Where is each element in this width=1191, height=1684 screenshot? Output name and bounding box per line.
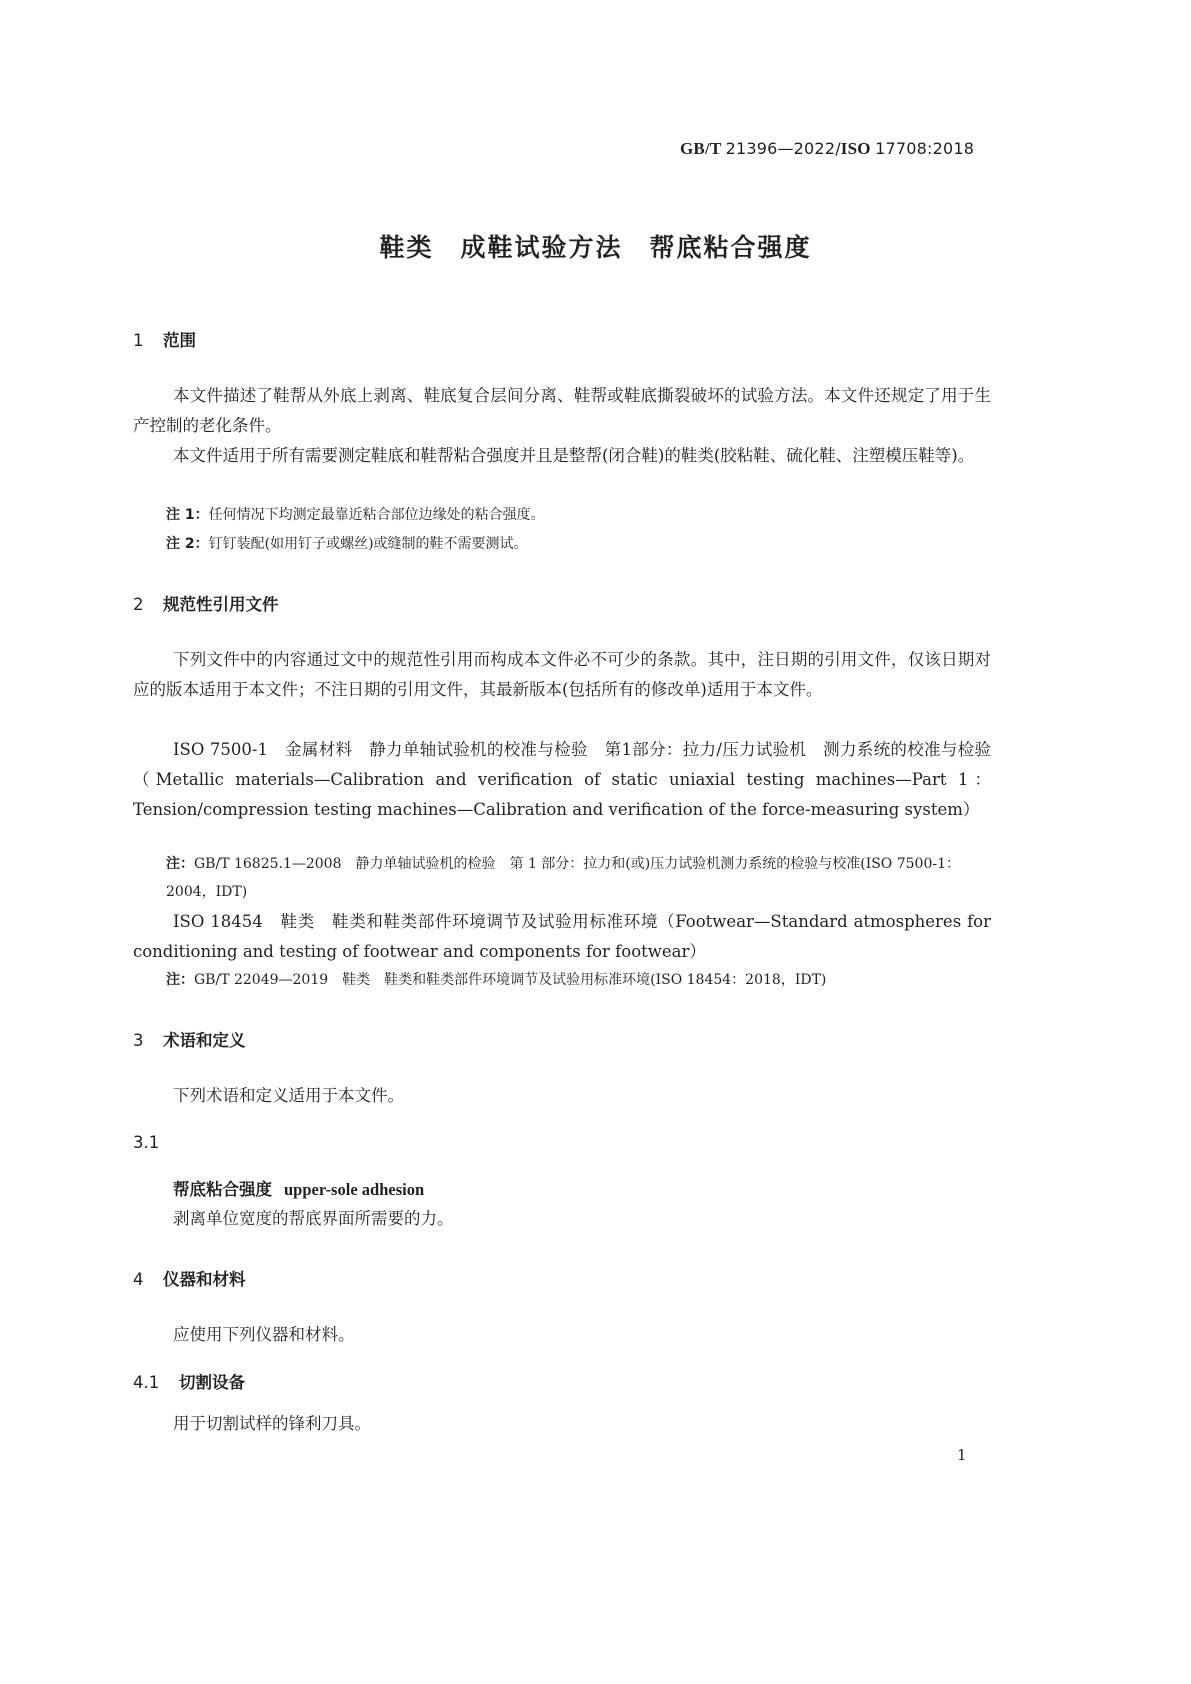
section-4-heading [133, 1266, 246, 1290]
subsection-number: 4.1 [133, 1373, 160, 1392]
section-1-note-2 [166, 530, 528, 558]
note-label: 注： [166, 856, 194, 872]
section-2-heading [133, 591, 279, 615]
term-number: 3.1 [133, 1133, 160, 1152]
section-number: 3 [133, 1031, 144, 1050]
std-iso-number: 17708:2018 [875, 139, 975, 158]
std-iso: ISO [840, 139, 871, 158]
section-4-paragraph-1: 应使用下列仪器和材料。 [173, 1325, 355, 1344]
note-text: GB/T 16825.1—2008 静力单轴试验机的检验 第 1 部分：拉力和(或)压力试验机测力系统的检验与校准(ISO 7500-1：2004，IDT) [166, 856, 961, 900]
note-text: GB/T 22049—2019 鞋类 鞋类和鞋类部件环境调节及试验用标准环境(ISO 18454：2018，IDT) [194, 972, 827, 988]
std-prefix: GB/T [680, 139, 722, 158]
section-title: 范围 [163, 331, 196, 350]
section-title: 术语和定义 [163, 1031, 246, 1050]
section-number: 4 [133, 1270, 144, 1289]
document-title: 鞋类 成鞋试验方法 帮底粘合强度 [379, 233, 812, 262]
note-label: 注 2： [166, 536, 209, 552]
section-title: 规范性引用文件 [163, 595, 279, 614]
section-2-paragraph-1: 下列文件中的内容通过文中的规范性引用而构成本文件必不可少的条款。其中，注日期的引用文件，仅该日期对应的版本适用于本文件；不注日期的引用文件，其最新版本(包括所有的修改单)适用于本文件。 [133, 650, 991, 699]
section-1-heading [133, 327, 196, 351]
std-number: 21396—2022/ [725, 139, 841, 158]
reference-iso-18454-note [166, 966, 991, 994]
section-number: 1 [133, 331, 144, 350]
term-entry [173, 1176, 424, 1200]
reference-iso-7500-1: ISO 7500-1 金属材料 静力单轴试验机的校准与检验 第1部分：拉力/压力试验机 测力系统的校准与检验（Metallic materials—Calibration and verification of static uniaxial testing machines—Part 1：Tension/compression testing machines—Calibration and verification of the force-measuring system） [133, 740, 991, 819]
section-1-paragraph-2: 本文件适用于所有需要测定鞋底和鞋帮粘合强度并且是整帮(闭合鞋)的鞋类(胶粘鞋、硫化鞋、注塑模压鞋等)。 [173, 446, 975, 465]
section-3-heading [133, 1027, 246, 1051]
note-text: 任何情况下均测定最靠近粘合部位边缘处的粘合强度。 [208, 507, 545, 523]
note-label: 注 1： [166, 507, 209, 523]
subsection-4-1-heading [133, 1369, 245, 1393]
page-number: 1 [957, 1446, 967, 1464]
section-1-paragraph-1: 本文件描述了鞋帮从外底上剥离、鞋底复合层间分离、鞋帮或鞋底撕裂破坏的试验方法。本文件还规定了用于生产控制的老化条件。 [133, 386, 991, 435]
term-zh: 帮底粘合强度 [173, 1180, 272, 1199]
section-number: 2 [133, 595, 144, 614]
note-text: 钉钉装配(如用钉子或螺丝)或缝制的鞋不需要测试。 [208, 536, 528, 552]
section-3-paragraph-1: 下列术语和定义适用于本文件。 [173, 1086, 404, 1105]
section-title: 仪器和材料 [163, 1270, 246, 1289]
term-definition: 剥离单位宽度的帮底界面所需要的力。 [173, 1209, 454, 1228]
subsection-4-1-paragraph: 用于切割试样的锋利刀具。 [173, 1414, 371, 1433]
term-en: upper-sole adhesion [284, 1180, 425, 1199]
reference-iso-7500-1-note [166, 850, 991, 906]
note-label: 注： [166, 972, 194, 988]
reference-iso-18454: ISO 18454 鞋类 鞋类和鞋类部件环境调节及试验用标准环境（Footwear—Standard atmospheres for conditioning and testing of footwear and components for footwear） [133, 912, 991, 961]
subsection-title: 切割设备 [179, 1373, 245, 1392]
standard-code [680, 139, 974, 159]
section-1-note-1 [166, 501, 545, 529]
